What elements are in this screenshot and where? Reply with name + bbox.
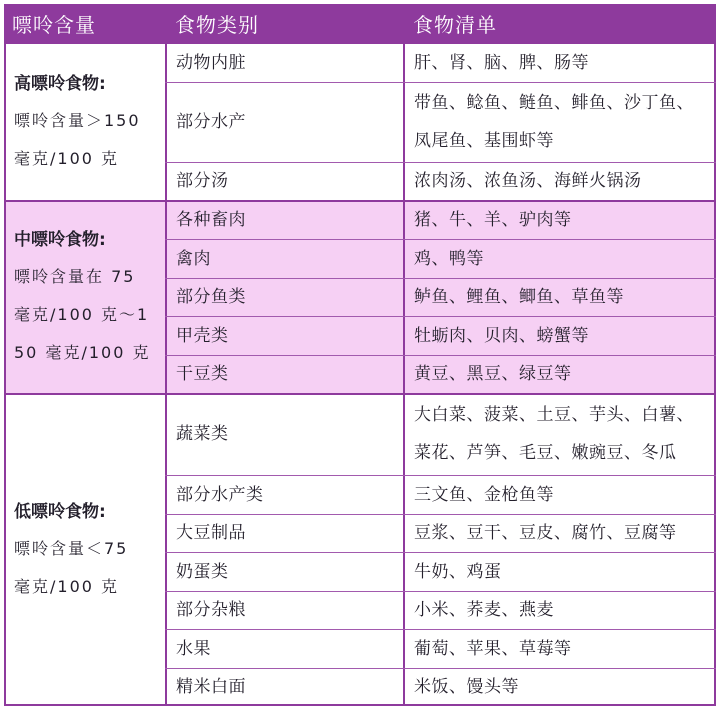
foods-text: 大白菜、菠菜、土豆、芋头、白薯、 菜花、芦笋、毛豆、嫩豌豆、冬瓜 xyxy=(414,405,694,463)
purine-food-table xyxy=(4,4,716,706)
row-divider xyxy=(165,239,716,240)
group-medium-desc: 嘌呤含量在 75 毫克/100 克～1 50 毫克/100 克 xyxy=(14,266,151,362)
group-high-desc: 嘌呤含量＞150 毫克/100 克 xyxy=(14,111,141,168)
category-cell: 部分鱼类 xyxy=(176,287,246,307)
foods-cell: 肝、肾、脑、脾、肠等 xyxy=(414,53,589,73)
category-cell: 干豆类 xyxy=(176,364,229,384)
row-divider xyxy=(165,475,716,476)
foods-cell: 鲈鱼、鲤鱼、鲫鱼、草鱼等 xyxy=(414,287,624,307)
table-border-top xyxy=(4,42,716,44)
row-divider xyxy=(165,82,716,83)
header-purine-content: 嘌呤含量 xyxy=(4,4,165,42)
foods-cell: 鸡、鸭等 xyxy=(414,248,484,269)
category-cell: 部分杂粮 xyxy=(176,600,246,620)
header-food-list: 食物清单 xyxy=(405,4,716,42)
header-food-category: 食物类别 xyxy=(167,4,403,42)
category-cell: 大豆制品 xyxy=(176,523,246,543)
category-cell: 精米白面 xyxy=(176,677,246,697)
foods-cell xyxy=(405,393,716,475)
category-cell: 甲壳类 xyxy=(176,325,229,346)
table-border-left xyxy=(4,4,6,706)
category-cell: 部分汤 xyxy=(176,171,229,191)
foods-cell: 葡萄、苹果、草莓等 xyxy=(414,638,572,659)
foods-cell: 黄豆、黑豆、绿豆等 xyxy=(414,364,572,384)
group-low xyxy=(4,393,165,706)
category-cell: 水果 xyxy=(176,638,211,659)
group-divider xyxy=(4,393,716,395)
group-high xyxy=(4,44,165,200)
group-divider xyxy=(4,200,716,202)
group-low-desc: 嘌呤含量＜75 毫克/100 克 xyxy=(14,538,129,596)
row-divider xyxy=(165,629,716,630)
foods-cell: 猪、牛、羊、驴肉等 xyxy=(414,209,572,230)
category-cell: 禽肉 xyxy=(176,248,211,269)
category-cell: 各种畜肉 xyxy=(176,209,246,230)
foods-cell: 小米、荞麦、燕麦 xyxy=(414,600,554,620)
foods-cell: 米饭、馒头等 xyxy=(414,677,519,697)
foods-text: 带鱼、鲶鱼、鲢鱼、鲱鱼、沙丁鱼、 凤尾鱼、基围虾等 xyxy=(414,93,694,151)
category-cell: 动物内脏 xyxy=(176,53,246,73)
group-low-title: 低嘌呤食物: xyxy=(14,501,106,522)
table-border-bottom xyxy=(4,704,716,706)
group-medium-title: 中嘌呤食物: xyxy=(14,229,106,250)
row-divider xyxy=(165,355,716,356)
foods-cell: 牡蛎肉、贝肉、螃蟹等 xyxy=(414,325,589,346)
foods-cell: 牛奶、鸡蛋 xyxy=(414,561,502,582)
row-divider xyxy=(165,552,716,553)
row-divider xyxy=(165,591,716,592)
category-cell: 部分水产类 xyxy=(176,484,264,505)
category-cell: 奶蛋类 xyxy=(176,561,229,582)
row-divider xyxy=(165,278,716,279)
group-high-title: 高嘌呤食物: xyxy=(14,74,106,94)
row-divider xyxy=(165,668,716,669)
foods-cell: 三文鱼、金枪鱼等 xyxy=(414,484,554,505)
row-divider xyxy=(165,162,716,163)
foods-cell xyxy=(405,82,716,162)
foods-cell: 浓肉汤、浓鱼汤、海鲜火锅汤 xyxy=(414,171,642,191)
category-cell: 部分水产 xyxy=(176,112,246,132)
row-divider xyxy=(165,316,716,317)
row-divider xyxy=(165,514,716,515)
group-medium xyxy=(4,200,165,393)
category-cell: 蔬菜类 xyxy=(176,424,229,444)
foods-cell: 豆浆、豆干、豆皮、腐竹、豆腐等 xyxy=(414,523,677,543)
